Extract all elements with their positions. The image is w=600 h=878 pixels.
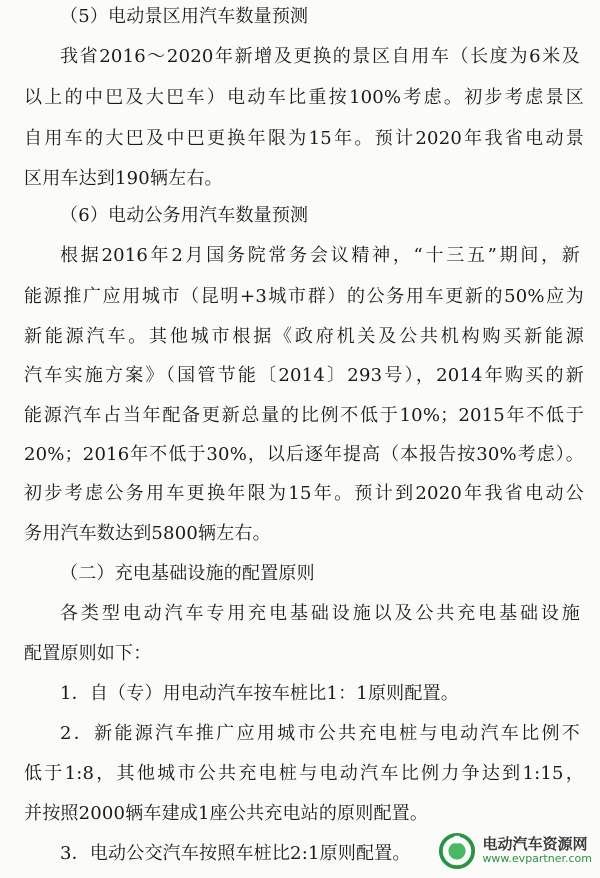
- watermark-title: 电动汽车资源网: [482, 835, 588, 854]
- paragraph-line: 区用车达到190辆左右。: [24, 168, 223, 189]
- paragraph-line: 配置原则如下：: [24, 643, 152, 664]
- section-heading-principles: （二）充电基础设施的配置原则: [60, 563, 315, 584]
- ev-plug-logo-icon: [438, 832, 476, 870]
- paragraph-line: 以上的中巴及大巴车）电动车比重按100%考虑。初步考虑景区: [24, 87, 584, 108]
- list-item: 1．自（专）用电动汽车按车桩比1：1原则配置。: [60, 683, 459, 704]
- watermark-url: www.evpartner.com: [482, 852, 592, 866]
- paragraph-line: 务用汽车数达到5800辆左右。: [24, 523, 271, 544]
- paragraph-line: 我省2016～2020年新增及更换的景区自用车（长度为6米及: [60, 46, 580, 67]
- paragraph-line: 能源汽车占当年配备更新总量的比例不低于10%；2015年不低于: [24, 405, 584, 426]
- paragraph-line: 能源推广应用城市（昆明+3城市群）的公务用车更新的50%应为: [24, 286, 584, 307]
- list-item: 3．电动公交汽车按照车桩比2:1原则配置。: [60, 843, 411, 864]
- paragraph-line: 自用车的大巴及中巴更换年限为15年。预计2020年我省电动景: [24, 128, 584, 149]
- paragraph-line: 并按照2000辆车建成1座公共充电站的原则配置。: [24, 803, 429, 824]
- paragraph-line: 初步考虑公务用车更换年限为15年。预计到2020年我省电动公: [24, 483, 584, 504]
- section-heading-official: （6）电动公务用汽车数量预测: [60, 205, 309, 226]
- section-heading-scenic: （5）电动景区用汽车数量预测: [60, 6, 309, 27]
- paragraph-line: 根据2016年2月国务院常务会议精神，“十三五”期间，新: [60, 245, 580, 266]
- paragraph-line: 新能源汽车。其他城市根据《政府机关及公共机构购买新能源: [24, 326, 584, 347]
- list-item: 2．新能源汽车推广应用城市公共充电桩与电动汽车比例不: [60, 723, 580, 744]
- paragraph-line: 汽车实施方案》（国管节能〔2014〕293号），2014年购买的新: [24, 365, 584, 386]
- watermark: [438, 832, 592, 870]
- paragraph-line: 20%；2016年不低于30%，以后逐年提高（本报告按30%考虑）。: [24, 444, 584, 465]
- paragraph-line: 各类型电动汽车专用充电基础设施以及公共充电基础设施: [60, 603, 580, 624]
- paragraph-line: 低于1:8，其他城市公共充电桩与电动汽车比例力争达到1:15，: [24, 763, 584, 784]
